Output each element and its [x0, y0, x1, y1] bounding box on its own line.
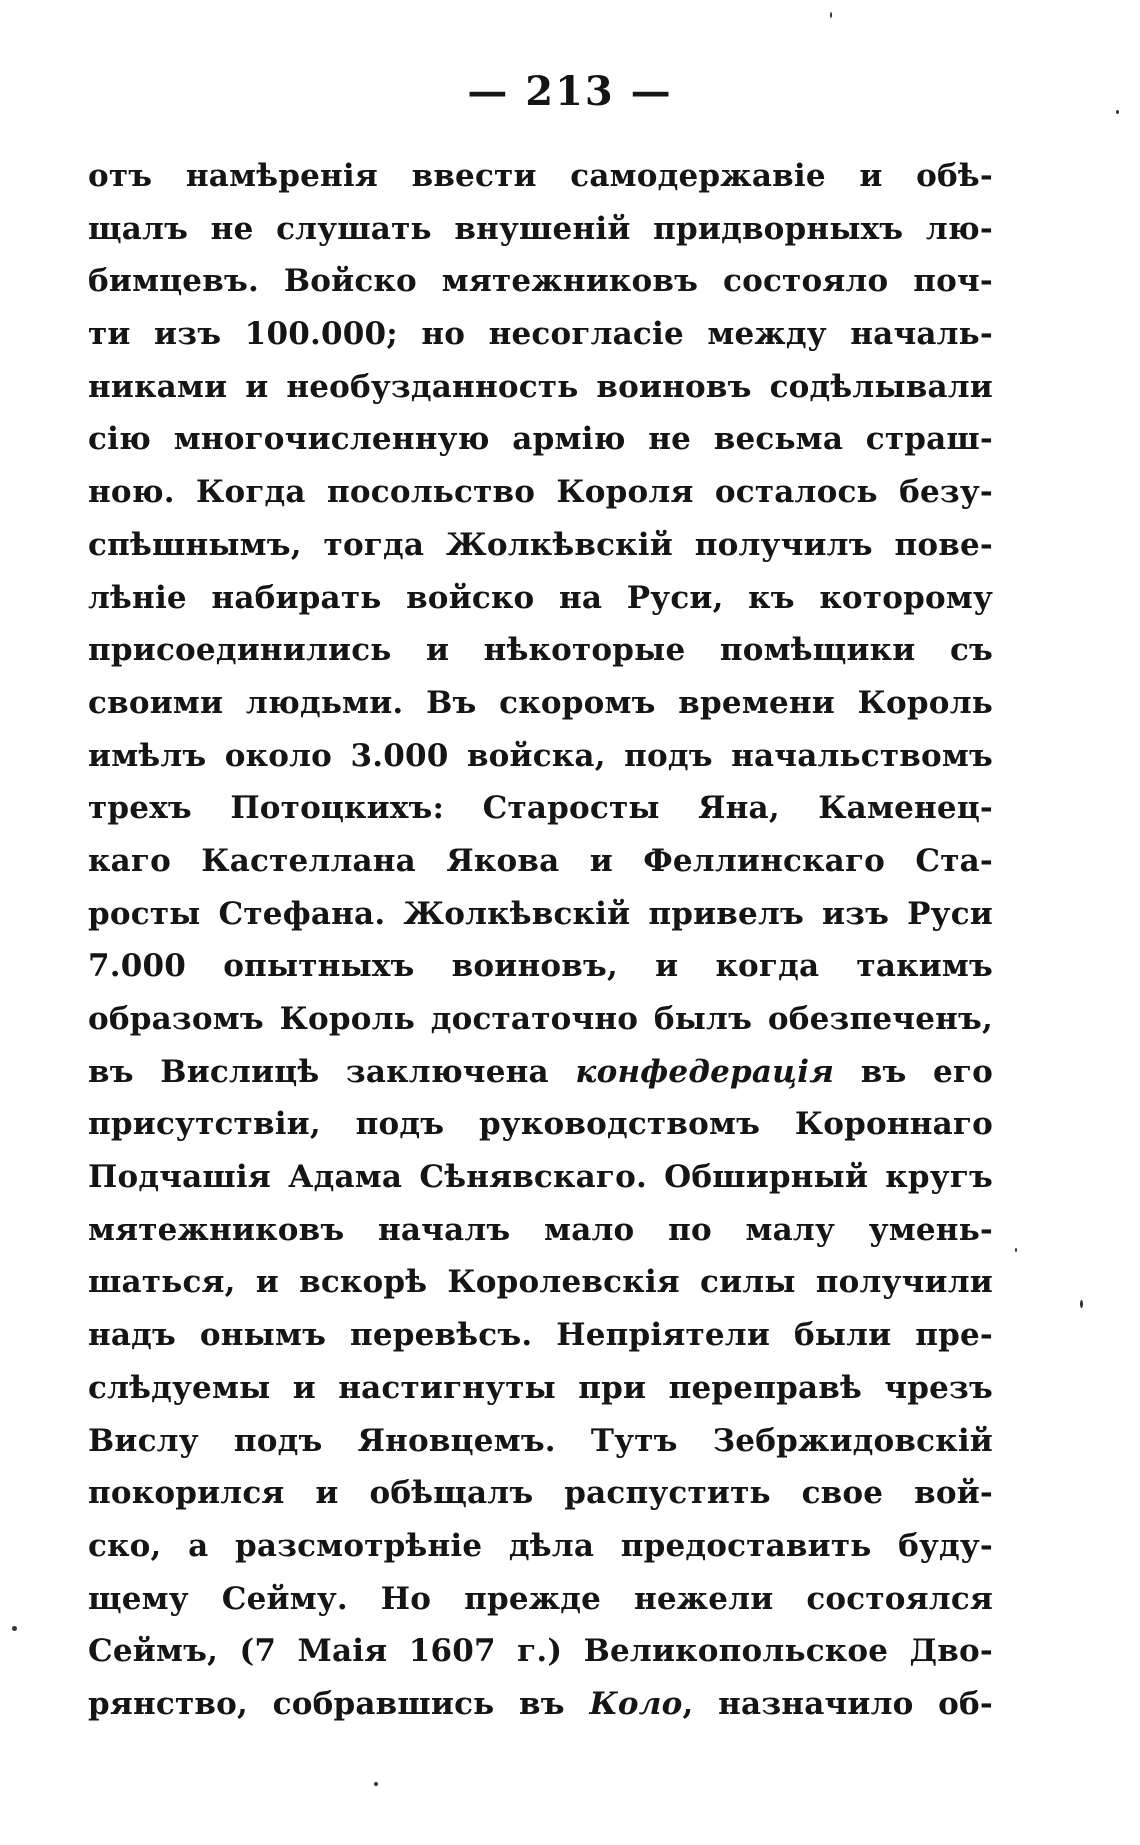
text-line — [88, 940, 993, 993]
text-segment: Сеймъ, (7 Маія 1607 г.) Великопольское Дво- — [88, 1633, 993, 1670]
text-segment: покорился и обѣщалъ распустить свое вой- — [88, 1475, 993, 1512]
text-line — [88, 1046, 993, 1099]
text-segment: въ Вислицѣ заключена — [88, 1053, 576, 1090]
text-line — [88, 203, 993, 256]
text-segment: ско, а разсмотрѣніе дѣла предоставить буду- — [88, 1527, 993, 1564]
text-line — [88, 888, 993, 941]
text-line — [88, 1098, 993, 1151]
text-line — [88, 308, 993, 361]
scan-speck — [374, 1782, 378, 1786]
text-line — [88, 1415, 993, 1468]
text-line — [88, 466, 993, 519]
text-segment: спѣшнымъ, тогда Жолкѣвскій получилъ пове- — [88, 526, 993, 563]
text-line — [88, 1678, 993, 1731]
text-line — [88, 730, 993, 783]
text-segment: щему Сейму. Но прежде нежели состоялся — [88, 1580, 993, 1617]
text-line — [88, 1467, 993, 1520]
page-number: — 213 — — [467, 68, 673, 115]
text-segment: присоединились и нѣкоторые помѣщики съ — [88, 632, 993, 669]
text-segment: никами и необузданность воиновъ содѣлывали — [88, 368, 993, 405]
text-segment: Вислу подъ Яновцемъ. Тутъ Зебржидовскій — [88, 1422, 993, 1459]
text-line — [88, 1625, 993, 1678]
text-line — [88, 255, 993, 308]
text-segment: каго Кастеллана Якова и Феллинскаго Ста- — [88, 842, 993, 879]
text-segment: своими людьми. Въ скоромъ времени Король — [88, 684, 993, 721]
text-line — [88, 1151, 993, 1204]
text-line — [88, 519, 993, 572]
text-line — [88, 572, 993, 625]
text-segment: надъ онымъ перевѣсъ. Непріятели были пре- — [88, 1317, 993, 1354]
text-segment: Подчашія Адама Сѣнявскаго. Обширный кругъ — [88, 1159, 993, 1196]
text-segment: отъ намѣренія ввести самодержавіе и обѣ- — [88, 158, 993, 194]
text-line — [88, 782, 993, 835]
text-segment: имѣлъ около 3.000 войска, подъ начальствомъ — [88, 737, 993, 774]
text-segment: шаться, и вскорѣ Королевскія силы получили — [88, 1264, 993, 1301]
text-line — [88, 361, 993, 414]
text-line — [88, 1573, 993, 1626]
text-segment: мятежниковъ началъ мало по малу умень- — [88, 1211, 993, 1248]
text-segment: ною. Когда посольство Короля осталось безу- — [88, 474, 993, 511]
italic-term: Коло — [589, 1685, 683, 1722]
text-line — [88, 1520, 993, 1573]
text-line — [88, 1256, 993, 1309]
text-line — [88, 150, 993, 203]
text-segment: ти изъ 100.000; но несогласіе между началь- — [88, 316, 993, 353]
text-line — [88, 677, 993, 730]
text-segment: слѣдуемы и настигнуты при переправѣ чрезъ — [88, 1369, 993, 1406]
text-segment: лѣніе набирать войско на Руси, къ которому — [88, 579, 993, 616]
text-line — [88, 835, 993, 888]
text-segment: сію многочисленную армію не весьма страш- — [88, 421, 993, 458]
text-segment: бимцевъ. Войско мятежниковъ состояло поч- — [88, 263, 993, 300]
scan-speck — [830, 12, 832, 18]
text-segment: росты Стефана. Жолкѣвскій привелъ изъ Руси — [88, 895, 993, 932]
text-segment: рянство, собравшись въ — [88, 1685, 590, 1722]
body-text — [88, 150, 993, 1731]
scan-speck — [12, 1626, 17, 1631]
text-line — [88, 413, 993, 466]
text-line — [88, 624, 993, 677]
scan-speck — [1116, 110, 1119, 114]
text-segment: образомъ Король достаточно былъ обезпеченъ, — [88, 1001, 993, 1037]
text-segment: присутствіи, подъ руководствомъ Короннаго — [88, 1106, 993, 1143]
scan-speck — [1080, 1300, 1083, 1308]
italic-term: конфедерація — [575, 1053, 835, 1090]
text-line — [88, 1362, 993, 1415]
text-segment: щалъ не слушать внушеній придворныхъ лю- — [88, 210, 993, 247]
scan-speck — [1015, 1248, 1017, 1252]
text-segment: , назначило об- — [682, 1685, 993, 1722]
text-segment: въ его — [834, 1053, 994, 1090]
text-line — [88, 993, 993, 1046]
text-segment: 7.000 опытныхъ воиновъ, и когда такимъ — [88, 948, 993, 985]
text-segment: трехъ Потоцкихъ: Старосты Яна, Каменец- — [88, 790, 993, 827]
text-line — [88, 1204, 993, 1257]
text-line — [88, 1309, 993, 1362]
